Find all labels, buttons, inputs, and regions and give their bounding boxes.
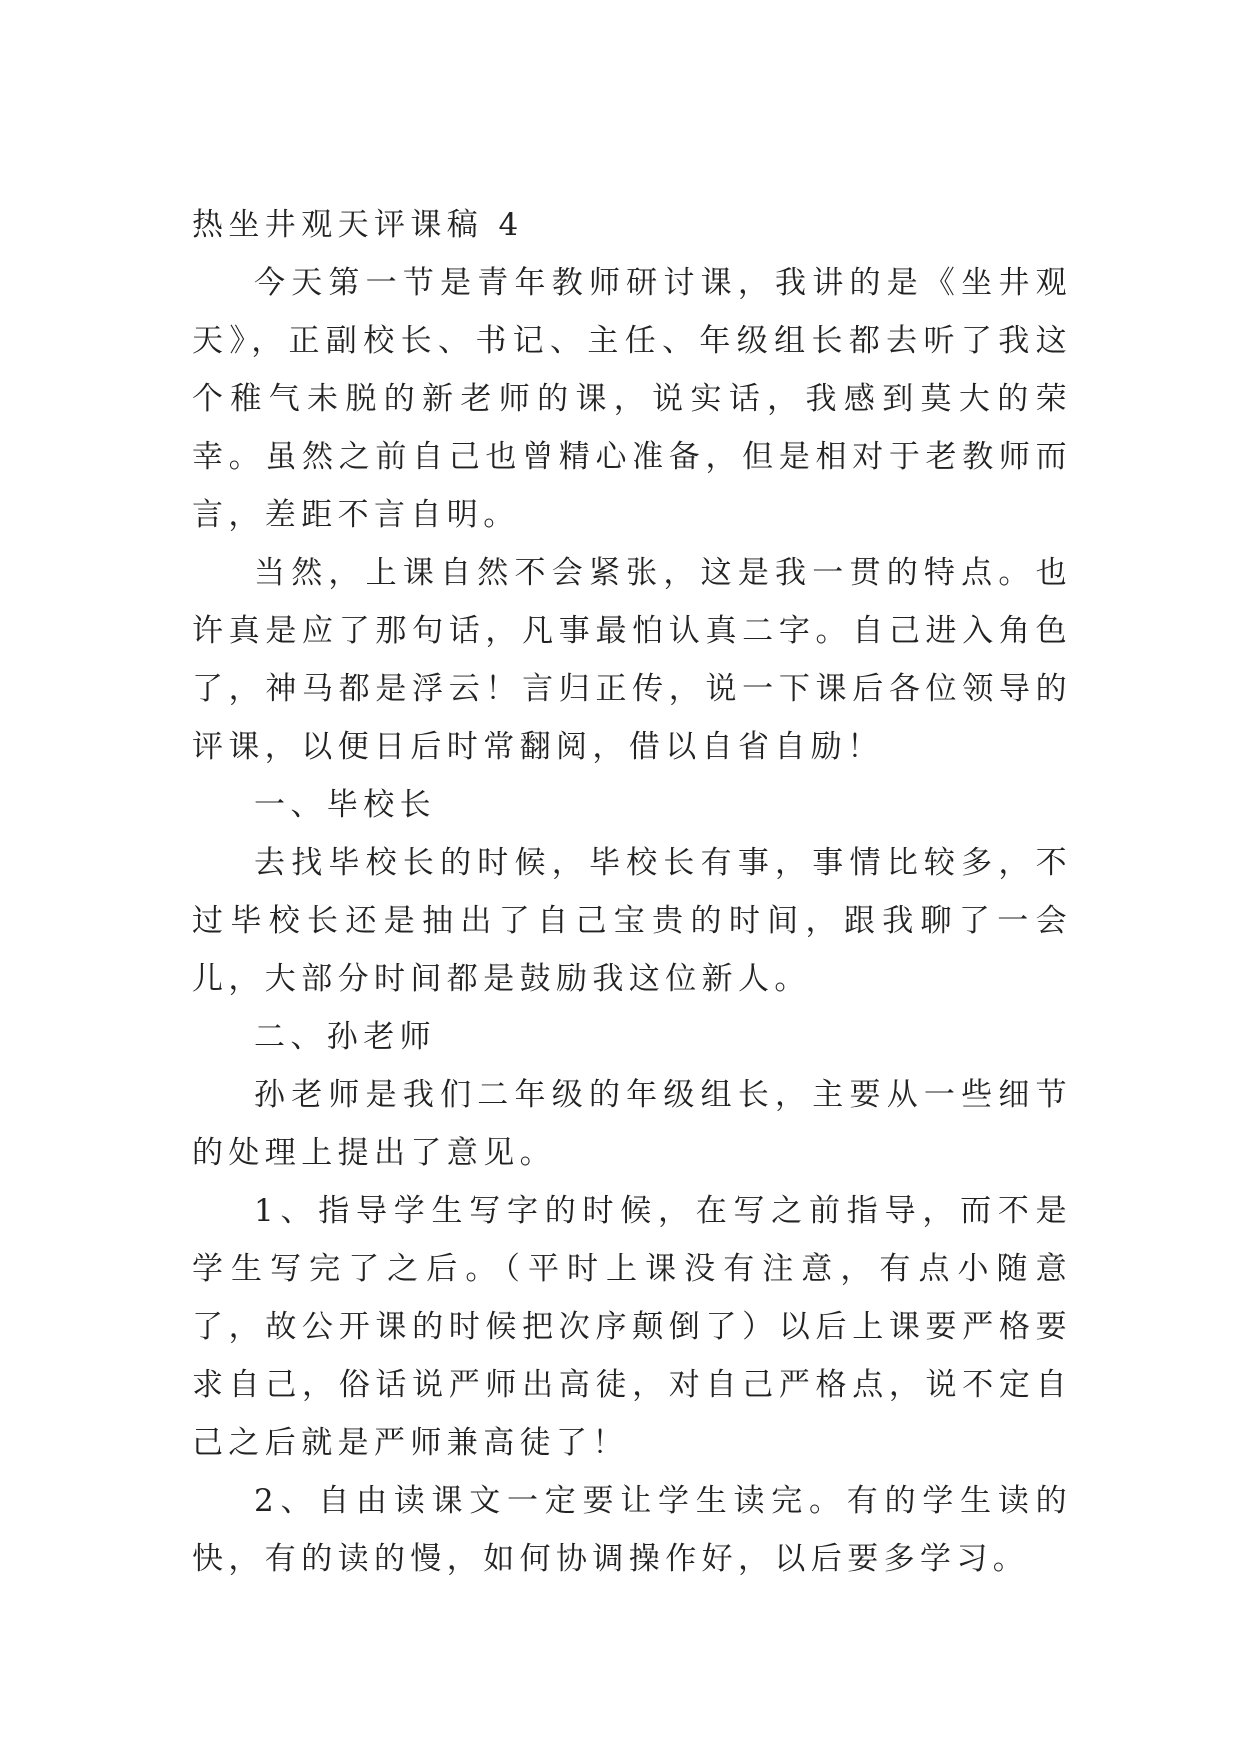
paragraph-teacher-sun-intro: 孙老师是我们二年级的年级组长，主要从一些细节的处理上提出了意见。 <box>192 1077 1072 1171</box>
list-item-free-reading: 2、自由读课文一定要让学生读完。有的学生读的快，有的读的慢，如何协调操作好，以后要多学习。 <box>192 1483 1072 1577</box>
paragraph-intro: 今天第一节是青年教师研讨课，我讲的是《坐井观天》，正副校长、书记、主任、年级组长都去听了我这个稚气未脱的新老师的课，说实话，我感到莫大的荣幸。虽然之前自己也曾精心准备，但是相对于老教师而言，差距不言自明。 <box>192 265 1072 533</box>
paragraph-reflection: 当然，上课自然不会紧张，这是我一贯的特点。也许真是应了那句话，凡事最怕认真二字。自己进入角色了，神马都是浮云！言归正传，说一下课后各位领导的评课，以便日后时常翻阅，借以自省自励！ <box>192 555 1072 765</box>
paragraph-principal-feedback: 去找毕校长的时候，毕校长有事，事情比较多，不过毕校长还是抽出了自己宝贵的时间，跟我聊了一会儿，大部分时间都是鼓励我这位新人。 <box>192 845 1072 997</box>
list-item-writing-guidance: 1、指导学生写字的时候，在写之前指导，而不是学生写完了之后。（平时上课没有注意，有点小随意了，故公开课的时候把次序颠倒了）以后上课要严格要求自己，俗话说严师出高徒，对自己严格点，说不定自己之后就是严师兼高徒了！ <box>192 1193 1072 1461</box>
document-title: 热坐井观天评课稿 4 <box>192 207 524 243</box>
section-heading-principal: 一、毕校长 <box>254 787 436 823</box>
document-body <box>192 196 1072 1588</box>
section-heading-teacher-sun: 二、孙老师 <box>254 1019 436 1055</box>
